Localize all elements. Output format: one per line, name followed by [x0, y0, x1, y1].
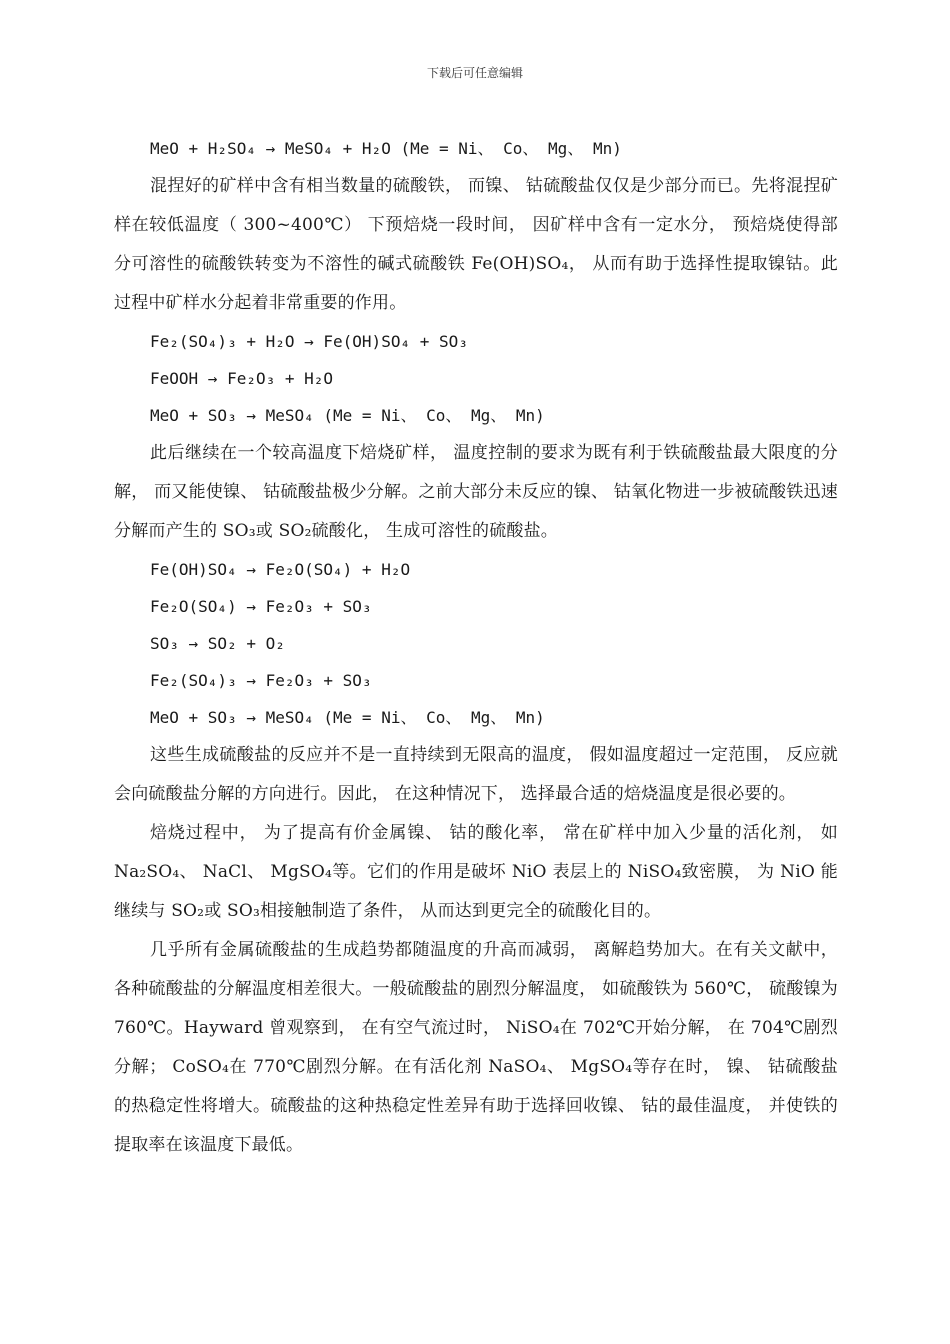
paragraph-activators: 焙烧过程中， 为了提高有价金属镍、 钴的酸化率， 常在矿样中加入少量的活化剂， 如 Na₂SO₄、 NaCl、 MgSO₄等。它们的作用是破坏 NiO 表层上的 NiSO₄致密膜， 为 NiO 能继续与 SO₂或 SO₃相接触制造了条件， 从而达到更完全的硫酸化目的。 [114, 823, 838, 921]
equation-1: MeO + H₂SO₄ → MeSO₄ + H₂O (Me = Ni、 Co、 Mg、 Mn) [150, 139, 622, 158]
equation-3: FeOOH → Fe₂O₃ + H₂O [150, 369, 334, 388]
equation-8: Fe₂(SO₄)₃ → Fe₂O₃ + SO₃ [150, 671, 372, 690]
paragraph-high-temp-roasting: 此后继续在一个较高温度下焙烧矿样， 温度控制的要求为既有利于铁硫酸盐最大限度的分解， 而又能使镍、 钴硫酸盐极少分解。之前大部分未反应的镍、 钴氧化物进一步被硫酸铁迅速分解而产生的 SO₃或 SO₂硫酸化， 生成可溶性的硫酸盐。 [114, 443, 838, 541]
paragraph-pre-roasting: 混捏好的矿样中含有相当数量的硫酸铁， 而镍、 钴硫酸盐仅仅是少部分而已。先将混捏矿样在较低温度（ 300~400℃） 下预焙烧一段时间， 因矿样中含有一定水分， 预焙烧使得部分可溶性的硫酸铁转变为不溶性的碱式硫酸铁 Fe(OH)SO₄， 从而有助于选择性提取镍钴。此过程中矿样水分起着非常重要的作用。 [114, 176, 838, 313]
equation-2: Fe₂(SO₄)₃ + H₂O → Fe(OH)SO₄ + SO₃ [150, 332, 468, 351]
equation-6: Fe₂O(SO₄) → Fe₂O₃ + SO₃ [150, 597, 372, 616]
paragraph-temperature-limit: 这些生成硫酸盐的反应并不是一直持续到无限高的温度， 假如温度超过一定范围， 反应就会向硫酸盐分解的方向进行。因此， 在这种情况下， 选择最合适的焙烧温度是很必要的。 [114, 745, 838, 804]
equation-9: MeO + SO₃ → MeSO₄ (Me = Ni、 Co、 Mg、 Mn) [150, 708, 545, 727]
equation-7: SO₃ → SO₂ + O₂ [150, 634, 285, 653]
equation-5: Fe(OH)SO₄ → Fe₂O(SO₄) + H₂O [150, 560, 411, 579]
paragraph-decomposition: 几乎所有金属硫酸盐的生成趋势都随温度的升高而减弱， 离解趋势加大。在有关文献中， 各种硫酸盐的分解温度相差很大。一般硫酸盐的剧烈分解温度， 如硫酸铁为 560℃， 硫酸镍为 760℃。Hayward 曾观察到， 在有空气流过时， NiSO₄在 702℃开始分解， 在 704℃剧烈分解； CoSO₄在 770℃剧烈分解。在有活化剂 NaSO₄、 MgSO₄等存在时， 镍、 钴硫酸盐的热稳定性将增大。硫酸盐的这种热稳定性差异有助于选择回收镍、 钴的最佳温度， 并使铁的提取率在该温度下最低。 [114, 940, 838, 1155]
page-header: 下载后可任意编辑 [426, 66, 523, 80]
document-body [114, 130, 838, 1165]
equation-4: MeO + SO₃ → MeSO₄ (Me = Ni、 Co、 Mg、 Mn) [150, 406, 545, 425]
